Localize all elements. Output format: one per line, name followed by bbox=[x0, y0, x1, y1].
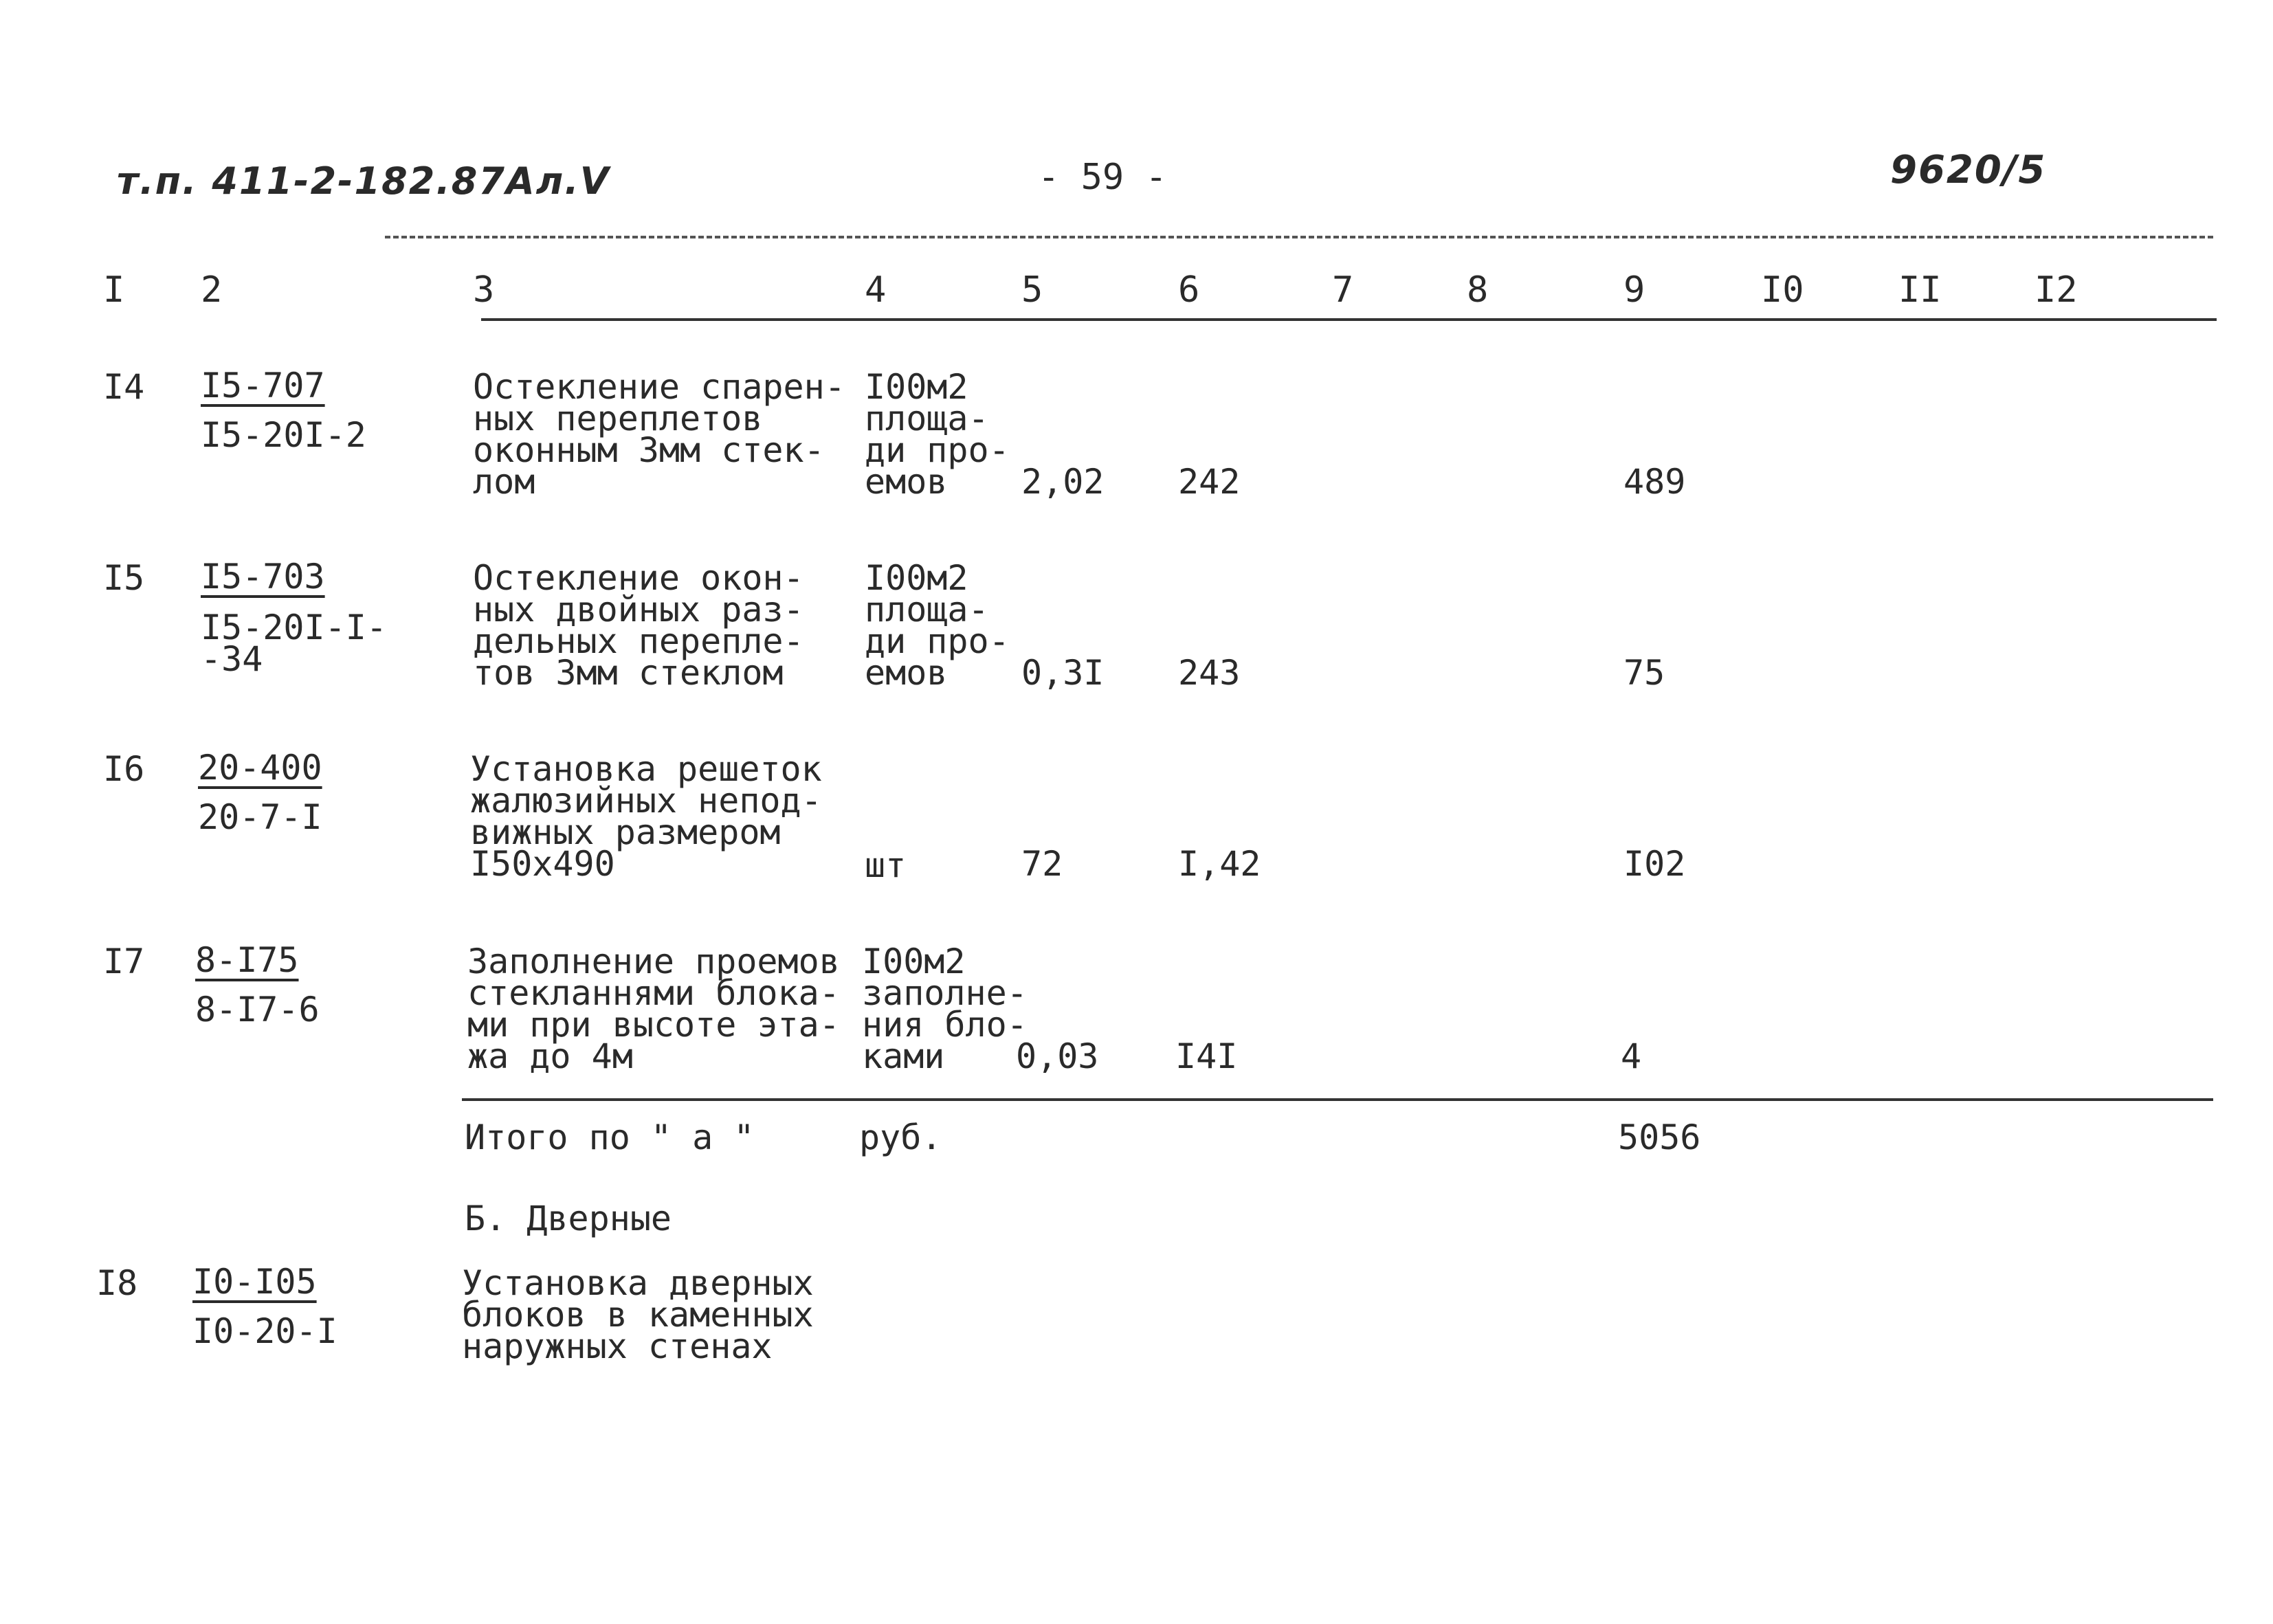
document-code: т.п. 411-2-182.87Ал.V bbox=[117, 159, 610, 203]
unit-of-measure: I00м2 площа- ди про- емов bbox=[865, 367, 1010, 502]
unit-price: I4I bbox=[1175, 1036, 1238, 1076]
col-header-7: 7 bbox=[1332, 269, 1354, 311]
quantity: 2,02 bbox=[1021, 462, 1105, 502]
subtotal-label: Итого по " а " bbox=[465, 1117, 755, 1157]
document-number: 9620/5 bbox=[1890, 148, 2047, 192]
work-description: Остекление спарен- ных переплетов оконным 3мм стек- лом bbox=[473, 367, 845, 502]
col-header-10: I0 bbox=[1761, 269, 1804, 311]
row-number: I8 bbox=[96, 1263, 138, 1303]
section-title: Б. Дверные bbox=[465, 1199, 672, 1238]
total-cost: 75 bbox=[1623, 653, 1665, 693]
col-header-1: I bbox=[103, 269, 125, 311]
unit-price: I,42 bbox=[1178, 844, 1261, 884]
column-header-rule bbox=[481, 318, 2217, 321]
subtotal-rule bbox=[462, 1098, 2213, 1101]
work-description: Установка дверных блоков в каменных наружных стенах bbox=[462, 1263, 814, 1366]
col-header-2: 2 bbox=[201, 269, 223, 311]
total-cost: 489 bbox=[1623, 462, 1686, 502]
total-cost: I02 bbox=[1623, 844, 1686, 884]
subtotal-unit: руб. bbox=[859, 1117, 942, 1157]
work-description: Установка решеток жалюзийных непод- вижных размером I50x490 bbox=[470, 749, 822, 884]
col-header-5: 5 bbox=[1021, 269, 1043, 311]
work-description: Остекление окон- ных двойных раз- дельных перепле- тов 3мм стеклом bbox=[473, 558, 804, 693]
norm-code: 8-I75 bbox=[195, 940, 299, 980]
row-number: I7 bbox=[103, 942, 145, 981]
col-header-3: 3 bbox=[473, 269, 495, 311]
quantity: 72 bbox=[1021, 844, 1063, 884]
subtotal-total: 5056 bbox=[1618, 1117, 1701, 1157]
row-number: I5 bbox=[103, 558, 145, 598]
col-header-4: 4 bbox=[865, 269, 887, 311]
price-code: I5-20I-2 bbox=[201, 415, 366, 455]
header-rule bbox=[385, 236, 2213, 238]
total-cost: 4 bbox=[1621, 1036, 1642, 1076]
unit-price: 243 bbox=[1178, 653, 1241, 693]
price-code: 8-I7-6 bbox=[195, 990, 320, 1030]
norm-code: 20-400 bbox=[198, 748, 322, 788]
col-header-12: I2 bbox=[2034, 269, 2078, 311]
quantity: 0,3I bbox=[1021, 653, 1105, 693]
norm-code: I5-703 bbox=[201, 557, 325, 597]
unit-of-measure: I00м2 площа- ди про- емов bbox=[865, 558, 1010, 693]
col-header-11: II bbox=[1898, 269, 1942, 311]
col-header-9: 9 bbox=[1623, 269, 1645, 311]
unit-of-measure: I00м2 заполне- ния бло- ками bbox=[862, 942, 1028, 1076]
row-number: I6 bbox=[103, 749, 145, 789]
quantity: 0,03 bbox=[1016, 1036, 1099, 1076]
norm-code: I0-I05 bbox=[192, 1262, 317, 1302]
page-number: - 59 - bbox=[1038, 157, 1167, 198]
norm-code: I5-707 bbox=[201, 366, 325, 405]
col-header-8: 8 bbox=[1467, 269, 1489, 311]
price-code: 20-7-I bbox=[198, 797, 322, 837]
price-code: I5-20I-I- -34 bbox=[201, 608, 387, 679]
unit-price: 242 bbox=[1178, 462, 1241, 502]
unit-of-measure: шт bbox=[865, 845, 907, 885]
price-code: I0-20-I bbox=[192, 1311, 337, 1351]
col-header-6: 6 bbox=[1178, 269, 1200, 311]
row-number: I4 bbox=[103, 367, 145, 407]
work-description: Заполнение проемов стекланнями блока- ми при высоте эта- жа до 4м bbox=[467, 942, 840, 1076]
